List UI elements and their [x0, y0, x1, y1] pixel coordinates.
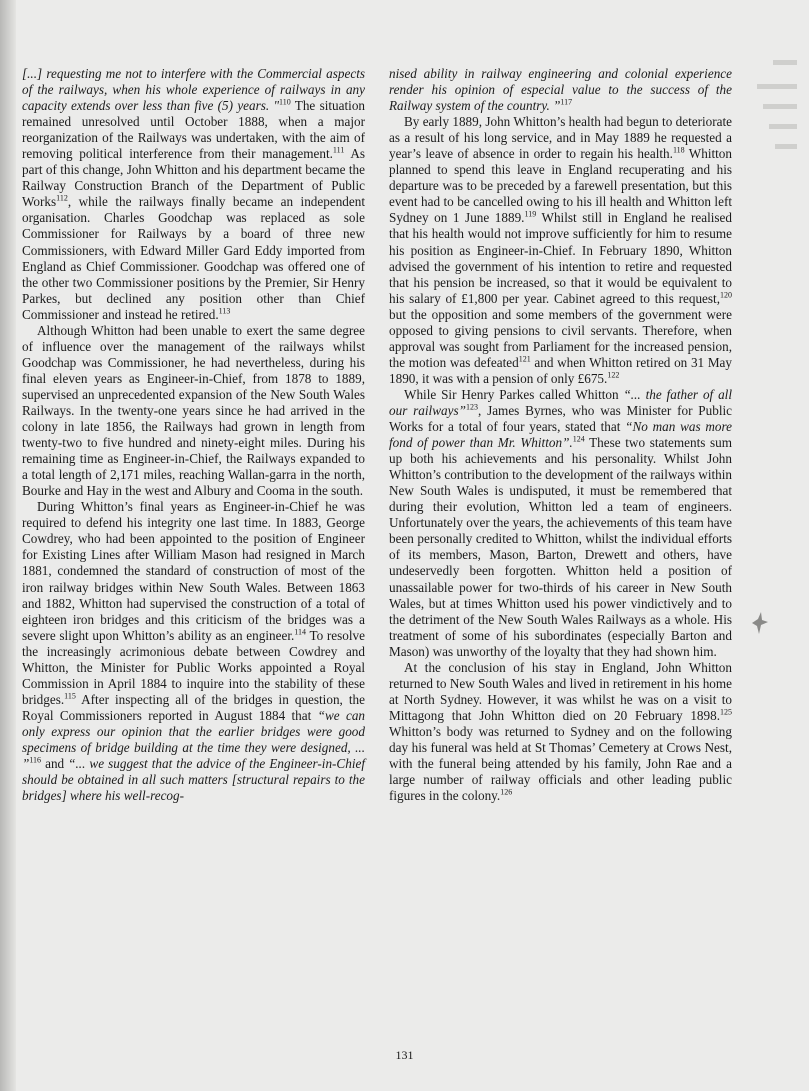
paragraph — [22, 323, 365, 500]
footnote-ref: 112 — [56, 193, 68, 203]
footnote-ref: 124 — [572, 434, 585, 444]
body-text: By early 1889, John Whitton’s health had begun to deteriorate as a result of his long service, and in May 1889 he requested a year’s leave of absence in order to regain his health. — [389, 114, 732, 162]
paragraph — [389, 387, 732, 660]
footnote-ref: 120 — [720, 290, 732, 300]
body-text: As part of this change, John Whitton and his department became the Railway Construction Branch of the Department of Public Works — [22, 146, 365, 210]
page-gutter-shadow — [0, 0, 16, 1091]
paragraph — [22, 66, 365, 323]
footnote-ref: 125 — [720, 707, 732, 717]
body-text: At the conclusion of his stay in England, John Whitton returned to New South Wales and lived in retirement in his home at North Sydney. However, it was whilst he was on a visit to Mittagong that John Whitton died on 20 February 1898. — [389, 659, 732, 723]
body-text: To resolve the increasingly acrimonious debate between Cowdrey and Whitton, the Minister for Public Works appointed a Royal Commission in April 1884 to inquire into the stability of these bridges. — [22, 627, 365, 707]
body-text: and — [41, 756, 69, 772]
quoted-text: “... the father of all our railways” — [389, 386, 732, 418]
quoted-text: “we can only express our opinion that the earlier bridges were good specimens of bridge building at the time they were designed, ... ” — [22, 707, 366, 772]
bleed-through-marks — [739, 0, 809, 1091]
body-text: During Whitton’s final years as Engineer-in-Chief he was required to defend his integrity one last time. In 1883, George Cowdrey, who had been appointed to the position of Engineer for Existing Lines after William Mason had resigned in March 1881, condemned the standard of construction of most of the iron railway bridges within New South Wales. Between 1863 and 1882, Whitton had supervised the construction of a total of eighteen iron bridges and this criticism of the bridges was a severe slight upon Whitton’s ability as an engineer. — [22, 499, 365, 643]
quoted-text: [...] requesting me not to interfere with the Commercial aspects of the railways, when his whole experience of railways in any capacity extends over less than five (5) years. " — [22, 66, 365, 114]
footnote-ref: 123 — [465, 402, 478, 412]
right-column — [389, 66, 732, 804]
footnote-ref: 116 — [29, 755, 42, 765]
scan-speck-icon — [748, 610, 770, 636]
body-text: While Sir Henry Parkes called Whitton — [404, 386, 624, 402]
body-text: The situation remained unresolved until October 1888, when a major reorganization of the Railways was undertaken, with the aim of removing political interference from their management. — [22, 98, 366, 162]
body-text: Whitton planned to spend this leave in England recuperating and his departure was to be preceded by a farewell presentation, but this event had to be cancelled owing to his ill health and Whitton left Sydney on 1 June 1889. — [389, 146, 732, 226]
paragraph — [389, 114, 732, 387]
footnote-ref: 114 — [294, 627, 306, 637]
body-text: and when Whitton retired on 31 May 1890, it was with a pension of only £675. — [389, 354, 732, 386]
footnote-ref: 119 — [524, 210, 537, 220]
paragraph — [389, 66, 732, 114]
footnote-ref: 113 — [218, 306, 231, 316]
body-text: but the opposition and some members of the government were opposed to giving pensions to civil servants. Therefore, when approval was sought from Parliament for the increased pension, the motion was defeated — [389, 306, 732, 370]
body-text: Whilst still in England he realised that his health would not improve sufficiently for him to resume his position as Engineer-in-Chief. In February 1890, Whitton advised the government of his intention to retire and requested that his pension be increased, so that it would be equivalent to his salary of £1,800 per year. Cabinet agreed to this request, — [389, 210, 732, 306]
left-column — [22, 66, 365, 804]
paragraph — [389, 660, 732, 804]
quoted-text: “... we suggest that the advice of the Engineer-in-Chief should be obtained in all such matters [structural repairs to the bridges] where his well-recog- — [22, 756, 366, 804]
footnote-ref: 118 — [672, 145, 685, 155]
paragraph — [22, 499, 365, 804]
quoted-text: nised ability in railway engineering and colonial experience render his opinion of especial value to the success of the Railway system of the country. ” — [389, 66, 732, 114]
footnote-ref: 126 — [500, 787, 513, 797]
footnote-ref: 115 — [64, 691, 76, 701]
footnote-ref: 122 — [607, 370, 620, 380]
footnote-ref: 111 — [332, 145, 345, 155]
footnote-ref: 121 — [518, 354, 531, 364]
body-text: Although Whitton had been unable to exert the same degree of influence over the management of the railways whilst Goodchap was Commissioner, he had nevertheless, during his final eleven years as Engineer-in-Chief, from 1878 to 1889, supervised an unprecedented expansion of the New South Wales Railways. In the twenty-one years since he had arrived in the colony in late 1856, the Railways had grown in length from twenty-two to five hundred and ninety-eight miles. During his remaining time as Engineer-in-Chief, the Railways expanded to a total length of 2,171 miles, reaching Wallan-garra in the north, Bourke and Hay in the west and Albury and Cooma in the south. — [22, 322, 365, 499]
body-text: , while the railways finally became an independent organisation. Charles Goodchap was replaced as sole Commissioner for Railways by a board of three new Commissioners, with Edward Miller Gard Eddy imported from England as Chief Commissioner. Goodchap was offered one of the other two Commissioner positions by the Premier, Sir Henry Parkes, but declined any position other than Chief Commissioner and instead he retired. — [22, 194, 365, 322]
footnote-ref: 110 — [279, 97, 291, 107]
body-text: , James Byrnes, who was Minister for Public Works for a total of four years, stated that — [389, 402, 733, 435]
body-text: After inspecting all of the bridges in question, the Royal Commissioners reported in August 1884 that — [22, 691, 365, 723]
body-text: These two statements sum up both his achievements and his personality. Whilst John Whitton’s contribution to the development of the railways within New South Wales is undisputed, it must be remembered that during their evolution, Whitton led a team of engineers. Unfortunately over the years, the achievements of this team have been personally credited to Whitton, whilst the individual efforts of its members, Mason, Barton, Drewett and others, have undeservedly been forgotten. Whitton held a position of unassailable power for two-thirds of his career in New South Wales, but at times Whitton used his power vindictively and to the detriment of the New South Wales Railways as a whole. His treatment of some of his subordinates (especially Barton and Mason) was unworthy of the loyalty that they had shown him. — [389, 435, 732, 659]
page-number: 131 — [395, 1048, 414, 1062]
footnote-ref: 117 — [560, 97, 573, 107]
body-text: Whitton’s body was returned to Sydney and on the following day his funeral was held at St Thomas’ Cemetery at Crows Nest, with the funeral being attended by his family, John Rae and a large number of railway officials and other leading public figures in the colony. — [389, 723, 732, 804]
quoted-text: “No man was more fond of power than Mr. Whitton”. — [389, 419, 732, 451]
